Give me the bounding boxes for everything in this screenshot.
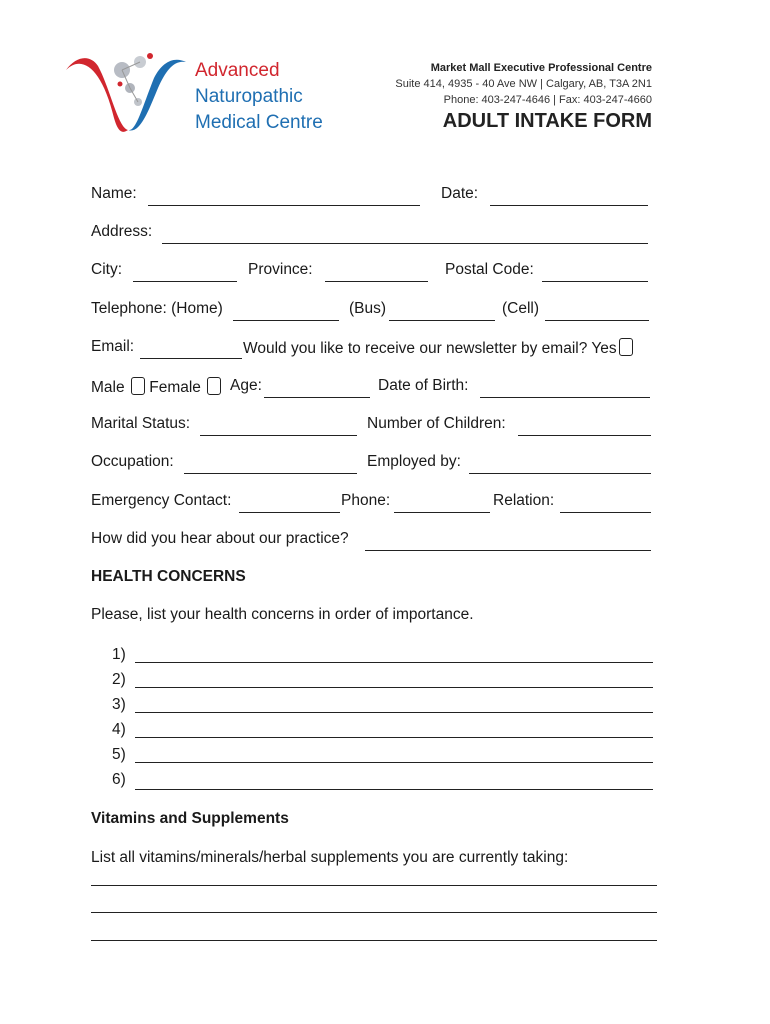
email-label: Email: [91,338,135,355]
emergency-phone-label: Phone: [341,492,391,509]
emergency-contact-label: Emergency Contact: [91,492,232,509]
telephone-cell-label: (Cell) [502,300,540,317]
clinic-logo [62,48,192,138]
relation-field[interactable] [560,512,651,513]
newsletter-label: Would you like to receive our newsletter by email? Yes [243,340,617,357]
concern-field-5[interactable] [135,762,653,763]
emergency-contact-field[interactable] [239,512,340,513]
concern-field-1[interactable] [135,662,653,663]
vitamins-field-1[interactable] [91,885,657,886]
male-label: Male [91,379,125,396]
female-checkbox[interactable] [207,377,221,395]
postal-code-label: Postal Code: [445,261,534,278]
telephone-home-label: Telephone: (Home) [91,300,223,317]
logo-line-2: Naturopathic [195,86,303,107]
telephone-bus-label: (Bus) [349,300,387,317]
concern-number-6: 6) [112,771,126,788]
province-label: Province: [248,261,313,278]
name-field[interactable] [148,205,420,206]
clinic-info [395,60,652,108]
concern-number-3: 3) [112,696,126,713]
hear-about-label: How did you hear about our practice? [91,530,349,547]
concern-number-2: 2) [112,671,126,688]
marital-status-field[interactable] [200,435,357,436]
concern-number-1: 1) [112,646,126,663]
clinic-phone: Phone: 403-247-4646 | Fax: 403-247-4660 [443,94,652,106]
logo-text [195,58,323,136]
employed-by-field[interactable] [469,473,651,474]
newsletter-yes-checkbox[interactable] [619,338,633,356]
emergency-phone-field[interactable] [394,512,490,513]
employed-by-label: Employed by: [367,453,461,470]
logo-v-icon [62,48,192,138]
name-label: Name: [91,185,137,202]
telephone-bus-field[interactable] [389,320,495,321]
occupation-field[interactable] [184,473,357,474]
gender-row [91,377,221,397]
children-label: Number of Children: [367,415,506,432]
female-label: Female [149,379,201,396]
health-concerns-instruction: Please, list your health concerns in order of importance. [91,606,474,623]
address-field[interactable] [162,243,648,244]
dob-label: Date of Birth: [378,377,469,394]
marital-status-label: Marital Status: [91,415,191,432]
concern-field-3[interactable] [135,712,653,713]
health-concerns-heading: HEALTH CONCERNS [91,568,246,585]
relation-label: Relation: [493,492,555,509]
concern-field-2[interactable] [135,687,653,688]
clinic-address: Suite 414, 4935 - 40 Ave NW | Calgary, AB, T3A 2N1 [395,78,652,90]
date-label: Date: [441,185,479,202]
logo-line-3: Medical Centre [195,112,323,133]
newsletter-question [243,338,633,358]
children-field[interactable] [518,435,651,436]
city-field[interactable] [133,281,237,282]
city-label: City: [91,261,122,278]
telephone-home-field[interactable] [233,320,339,321]
address-label: Address: [91,223,153,240]
concern-field-4[interactable] [135,737,653,738]
email-field[interactable] [140,358,242,359]
vitamins-heading: Vitamins and Supplements [91,810,289,827]
logo-line-1: Advanced [195,60,280,81]
age-label: Age: [230,377,262,394]
postal-code-field[interactable] [542,281,648,282]
concern-number-5: 5) [112,746,126,763]
dob-field[interactable] [480,397,650,398]
age-field[interactable] [264,397,370,398]
province-field[interactable] [325,281,428,282]
concern-number-4: 4) [112,721,126,738]
concern-field-6[interactable] [135,789,653,790]
form-title: ADULT INTAKE FORM [442,110,652,132]
date-field[interactable] [490,205,648,206]
male-checkbox[interactable] [131,377,145,395]
vitamins-field-2[interactable] [91,912,657,913]
vitamins-instruction: List all vitamins/minerals/herbal supplements you are currently taking: [91,849,569,866]
clinic-name: Market Mall Executive Professional Centre [430,62,652,74]
hear-about-field[interactable] [365,550,651,551]
occupation-label: Occupation: [91,453,174,470]
telephone-cell-field[interactable] [545,320,649,321]
vitamins-field-3[interactable] [91,940,657,941]
